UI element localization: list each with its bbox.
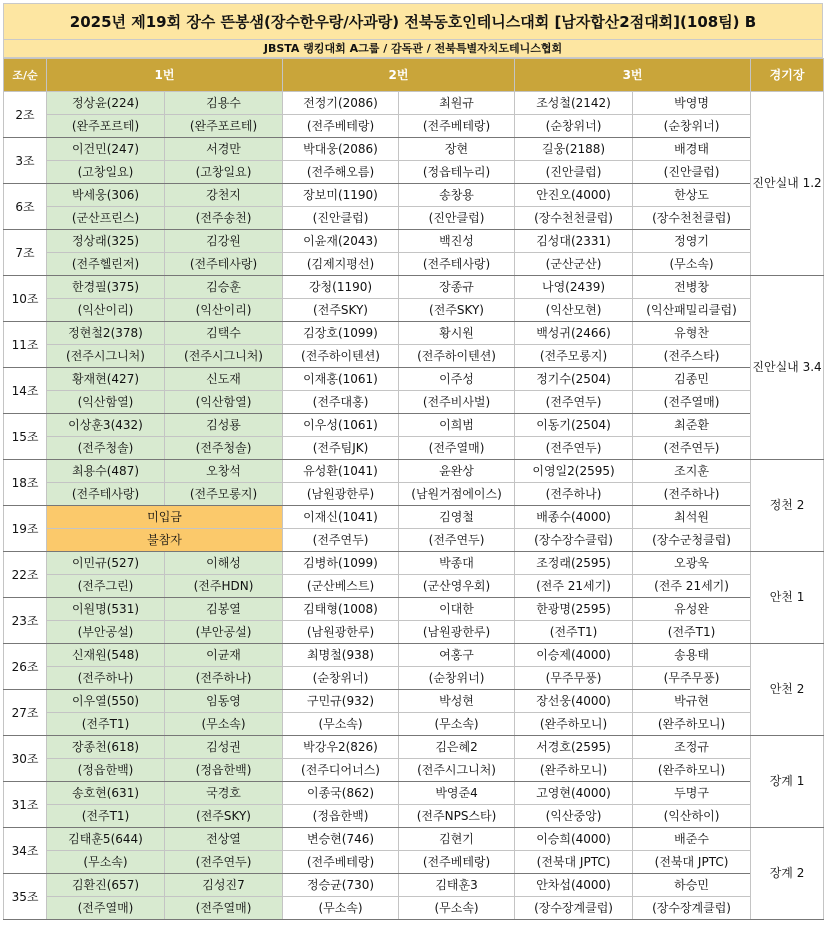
club-name: (정읍한백) [165,759,283,782]
player-name: 한경필(375) [47,276,165,299]
player-name: 송용태 [633,644,751,667]
club-name: (장수천천클럽) [633,207,751,230]
club-name: (남원광한루) [283,621,399,644]
player-name: 두명구 [633,782,751,805]
player-name: 오광욱 [633,552,751,575]
club-name: (군산프린스) [47,207,165,230]
player-name: 황재현(427) [47,368,165,391]
player-name: 김은혜2 [399,736,515,759]
player-name: 한광명(2595) [515,598,633,621]
player-name: 배경태 [633,138,751,161]
court-label: 진안실내 3.4 [751,276,824,460]
table-row-names [4,598,824,621]
club-name: (전주시그니처) [165,345,283,368]
page-subtitle: JBSTA 랭킹대회 A그룹 / 감독관 / 전북특별자치도테니스협회 [3,40,823,58]
club-name: (무소속) [283,713,399,736]
player-name: 정승균(730) [283,874,399,897]
player-name: 장현 [399,138,515,161]
player-name: 이재홍(1061) [283,368,399,391]
club-name: (전주연두) [283,529,399,552]
club-name: (전주SKY) [399,299,515,322]
player-name: 최용수(487) [47,460,165,483]
club-name: (무소속) [633,253,751,276]
club-name: (전주시그니처) [47,345,165,368]
club-name: (무주무풍) [515,667,633,690]
player-name: 김병하(1099) [283,552,399,575]
player-name: 김현기 [399,828,515,851]
player-name: 이원명(531) [47,598,165,621]
header-court: 경기장 [751,59,824,92]
club-name: (전주비사벌) [399,391,515,414]
player-name: 조정규 [633,736,751,759]
table-row-clubs [4,115,824,138]
club-name: (장수천천클럽) [515,207,633,230]
group-label: 23조 [4,598,47,644]
club-name: (전북대 JPTC) [515,851,633,874]
player-name: 나영(2439) [515,276,633,299]
player-name: 박강우2(826) [283,736,399,759]
group-label: 26조 [4,644,47,690]
club-name: (전주연두) [165,851,283,874]
club-name: (군산군산) [515,253,633,276]
club-name: (완주포르테) [165,115,283,138]
table-row-names [4,460,824,483]
status-note: 미입금 [47,506,283,529]
club-name: (군산베스트) [283,575,399,598]
club-name: (전주팀JK) [283,437,399,460]
club-name: (전북대 JPTC) [633,851,751,874]
player-name: 신도재 [165,368,283,391]
player-name: 김종민 [633,368,751,391]
player-name: 김택수 [165,322,283,345]
player-name: 배준수 [633,828,751,851]
group-label: 11조 [4,322,47,368]
player-name: 이우열(550) [47,690,165,713]
table-row-names [4,322,824,345]
player-name: 이주성 [399,368,515,391]
player-name: 전병창 [633,276,751,299]
table-row-clubs [4,437,824,460]
player-name: 신재원(548) [47,644,165,667]
group-label: 19조 [4,506,47,552]
table-row-names [4,690,824,713]
player-name: 이대한 [399,598,515,621]
table-row-clubs [4,253,824,276]
club-name: (전주하나) [633,483,751,506]
player-name: 안차섭(4000) [515,874,633,897]
player-name: 윤완상 [399,460,515,483]
player-name: 백진성 [399,230,515,253]
player-name: 박영명 [633,92,751,115]
club-name: (완주하모니) [515,713,633,736]
player-name: 정상래(325) [47,230,165,253]
club-name: (전주HDN) [165,575,283,598]
player-name: 조지훈 [633,460,751,483]
player-name: 박성현 [399,690,515,713]
club-name: (순창위너) [283,667,399,690]
player-name: 이동기(2504) [515,414,633,437]
group-label: 34조 [4,828,47,874]
table-row-clubs [4,207,824,230]
table-row-clubs [4,529,824,552]
club-name: (완주하모니) [633,713,751,736]
club-name: (익산이리) [47,299,165,322]
club-name: (전주T1) [47,805,165,828]
club-name: (익산함열) [47,391,165,414]
player-name: 하승민 [633,874,751,897]
club-name: (전주헬린저) [47,253,165,276]
player-name: 여홍구 [399,644,515,667]
club-name: (전주송천) [165,207,283,230]
club-name: (전주대홍) [283,391,399,414]
club-name: (남원거점에이스) [399,483,515,506]
table-row-clubs [4,851,824,874]
player-name: 유형찬 [633,322,751,345]
group-label: 2조 [4,92,47,138]
court-label: 장계 2 [751,828,824,920]
club-name: (익산모현) [515,299,633,322]
player-name: 조성철(2142) [515,92,633,115]
club-name: (전주연두) [633,437,751,460]
player-name: 박세웅(306) [47,184,165,207]
group-label: 6조 [4,184,47,230]
player-name: 강청(1190) [283,276,399,299]
table-row-clubs [4,483,824,506]
table-row-names [4,368,824,391]
player-name: 최석원 [633,506,751,529]
table-row-names [4,138,824,161]
table-row-clubs [4,575,824,598]
player-name: 박대웅(2086) [283,138,399,161]
player-name: 장종규 [399,276,515,299]
club-name: (고창일요) [47,161,165,184]
table-row-clubs [4,713,824,736]
table-row-names [4,552,824,575]
group-label: 15조 [4,414,47,460]
court-label: 안천 1 [751,552,824,644]
club-name: (전주열매) [633,391,751,414]
table-row-names [4,414,824,437]
club-name: (전주 21세기) [633,575,751,598]
table-row-names [4,736,824,759]
club-name: (전주청솔) [47,437,165,460]
player-name: 이승희(4000) [515,828,633,851]
court-label: 진안실내 1.2 [751,92,824,276]
club-name: (진안클럽) [633,161,751,184]
table-row-clubs [4,759,824,782]
player-name: 서경만 [165,138,283,161]
table-row-names [4,92,824,115]
club-name: (전주T1) [47,713,165,736]
player-name: 한상도 [633,184,751,207]
club-name: (군산영우회) [399,575,515,598]
player-name: 이해성 [165,552,283,575]
player-name: 이윤재(2043) [283,230,399,253]
table-row-names [4,276,824,299]
club-name: (완주하모니) [633,759,751,782]
player-name: 황시원 [399,322,515,345]
club-name: (무소속) [47,851,165,874]
header-row [4,59,824,92]
club-name: (전주하이텐션) [283,345,399,368]
table-row-clubs [4,161,824,184]
player-name: 이승제(4000) [515,644,633,667]
player-name: 김강원 [165,230,283,253]
group-label: 31조 [4,782,47,828]
group-label: 14조 [4,368,47,414]
spreadsheet [3,3,823,920]
club-name: (전주T1) [633,621,751,644]
player-name: 김용수 [165,92,283,115]
club-name: (장수장계클럽) [633,897,751,920]
header-team3: 3번 [515,59,751,92]
player-name: 전상열 [165,828,283,851]
club-name: (진안클럽) [399,207,515,230]
club-name: (전주시그니처) [399,759,515,782]
club-name: (전주연두) [399,529,515,552]
player-name: 유성환(1041) [283,460,399,483]
club-name: (무소속) [283,897,399,920]
player-name: 김성룡 [165,414,283,437]
club-name: (익산함열) [165,391,283,414]
player-name: 배종수(4000) [515,506,633,529]
player-name: 오창석 [165,460,283,483]
club-name: (전주NPS스타) [399,805,515,828]
player-name: 김봉열 [165,598,283,621]
club-name: (전주스타) [633,345,751,368]
draw-table [3,58,824,920]
player-name: 장선웅(4000) [515,690,633,713]
club-name: (순창위너) [515,115,633,138]
club-name: (완주하모니) [515,759,633,782]
player-name: 백성귀(2466) [515,322,633,345]
player-name: 정상윤(224) [47,92,165,115]
club-name: (전주연두) [515,437,633,460]
court-label: 안천 2 [751,644,824,736]
club-name: (전주하나) [165,667,283,690]
club-name: (전주연두) [515,391,633,414]
club-name: (완주포르테) [47,115,165,138]
club-name: (전주하나) [47,667,165,690]
group-label: 27조 [4,690,47,736]
header-team2: 2번 [283,59,515,92]
player-name: 길웅(2188) [515,138,633,161]
player-name: 안진오(4000) [515,184,633,207]
club-name: (전주하이텐션) [399,345,515,368]
club-name: (전주그린) [47,575,165,598]
player-name: 이상훈3(432) [47,414,165,437]
player-name: 이희범 [399,414,515,437]
table-row-clubs [4,667,824,690]
club-name: (전주SKY) [283,299,399,322]
player-name: 구민규(932) [283,690,399,713]
table-row-names [4,184,824,207]
club-name: (전주디어너스) [283,759,399,782]
club-name: (전주베테랑) [399,115,515,138]
club-name: (전주해오름) [283,161,399,184]
club-name: (익산하이) [633,805,751,828]
player-name: 김성권 [165,736,283,759]
player-name: 송창용 [399,184,515,207]
club-name: (진안클럽) [283,207,399,230]
player-name: 고영현(4000) [515,782,633,805]
player-name: 변승현(746) [283,828,399,851]
club-name: (전주테사랑) [399,253,515,276]
player-name: 유성완 [633,598,751,621]
player-name: 김장호(1099) [283,322,399,345]
club-name: (전주T1) [515,621,633,644]
club-name: (무주무풍) [633,667,751,690]
player-name: 송호현(631) [47,782,165,805]
table-row-names [4,782,824,805]
player-name: 이건민(247) [47,138,165,161]
group-label: 10조 [4,276,47,322]
player-name: 장종천(618) [47,736,165,759]
player-name: 이재신(1041) [283,506,399,529]
club-name: (정읍한백) [283,805,399,828]
player-name: 정현철2(378) [47,322,165,345]
club-name: (전주 21세기) [515,575,633,598]
player-name: 최명철(938) [283,644,399,667]
table-row-names [4,230,824,253]
club-name: (부안공설) [47,621,165,644]
player-name: 정기수(2504) [515,368,633,391]
player-name: 박종대 [399,552,515,575]
player-name: 서경호(2595) [515,736,633,759]
club-name: (정읍테누리) [399,161,515,184]
player-name: 박규현 [633,690,751,713]
table-row-clubs [4,345,824,368]
status-note-sub: 불참자 [47,529,283,552]
table-row-names [4,506,824,529]
table-row-names [4,828,824,851]
club-name: (진안클럽) [515,161,633,184]
player-name: 전정기(2086) [283,92,399,115]
table-row-clubs [4,897,824,920]
page-title: 2025년 제19회 장수 뜬봉샘(장수한우랑/사과랑) 전북동호인테니스대회 [남자합산2점대회](108팀) B [3,3,823,40]
player-name: 김영철 [399,506,515,529]
player-name: 이종국(862) [283,782,399,805]
table-row-clubs [4,621,824,644]
player-name: 정영기 [633,230,751,253]
table-row-clubs [4,805,824,828]
club-name: (전주베테랑) [283,115,399,138]
club-name: (전주청솔) [165,437,283,460]
player-name: 임동영 [165,690,283,713]
group-label: 30조 [4,736,47,782]
club-name: (무소속) [399,897,515,920]
player-name: 김태훈5(644) [47,828,165,851]
player-name: 강천지 [165,184,283,207]
group-label: 7조 [4,230,47,276]
club-name: (장수장수클럽) [515,529,633,552]
club-name: (전주SKY) [165,805,283,828]
club-name: (전주베테랑) [399,851,515,874]
table-row-clubs [4,299,824,322]
club-name: (전주베테랑) [283,851,399,874]
club-name: (남원광한루) [399,621,515,644]
club-name: (전주테사랑) [165,253,283,276]
club-name: (무소속) [165,713,283,736]
table-row-names [4,644,824,667]
club-name: (남원광한루) [283,483,399,506]
club-name: (익산이리) [165,299,283,322]
table-row-clubs [4,391,824,414]
club-name: (고창일요) [165,161,283,184]
club-name: (전주테사랑) [47,483,165,506]
group-label: 3조 [4,138,47,184]
club-name: (전주열매) [47,897,165,920]
club-name: (순창위너) [399,667,515,690]
group-label: 22조 [4,552,47,598]
header-jo: 조/순 [4,59,47,92]
player-name: 김태형(1008) [283,598,399,621]
table-row-names [4,874,824,897]
group-label: 35조 [4,874,47,920]
player-name: 박영준4 [399,782,515,805]
player-name: 이민규(527) [47,552,165,575]
player-name: 이균재 [165,644,283,667]
player-name: 김승훈 [165,276,283,299]
player-name: 최원규 [399,92,515,115]
club-name: (순창위너) [633,115,751,138]
court-label: 장계 1 [751,736,824,828]
club-name: (장수군청클럽) [633,529,751,552]
club-name: (김제지평선) [283,253,399,276]
club-name: (정읍한백) [47,759,165,782]
player-name: 장보미(1190) [283,184,399,207]
club-name: (전주열매) [399,437,515,460]
player-name: 최준환 [633,414,751,437]
club-name: (전주모롱지) [515,345,633,368]
player-name: 이영일2(2595) [515,460,633,483]
club-name: (익산패밀리클럽) [633,299,751,322]
group-label: 18조 [4,460,47,506]
player-name: 김성대(2331) [515,230,633,253]
club-name: (전주하나) [515,483,633,506]
club-name: (장수장계클럽) [515,897,633,920]
player-name: 이우성(1061) [283,414,399,437]
player-name: 조정래(2595) [515,552,633,575]
club-name: (전주모롱지) [165,483,283,506]
player-name: 국경호 [165,782,283,805]
court-label: 정천 2 [751,460,824,552]
club-name: (전주열매) [165,897,283,920]
club-name: (부안공설) [165,621,283,644]
club-name: (익산중앙) [515,805,633,828]
header-team1: 1번 [47,59,283,92]
player-name: 김환진(657) [47,874,165,897]
player-name: 김성진7 [165,874,283,897]
club-name: (무소속) [399,713,515,736]
player-name: 김태훈3 [399,874,515,897]
